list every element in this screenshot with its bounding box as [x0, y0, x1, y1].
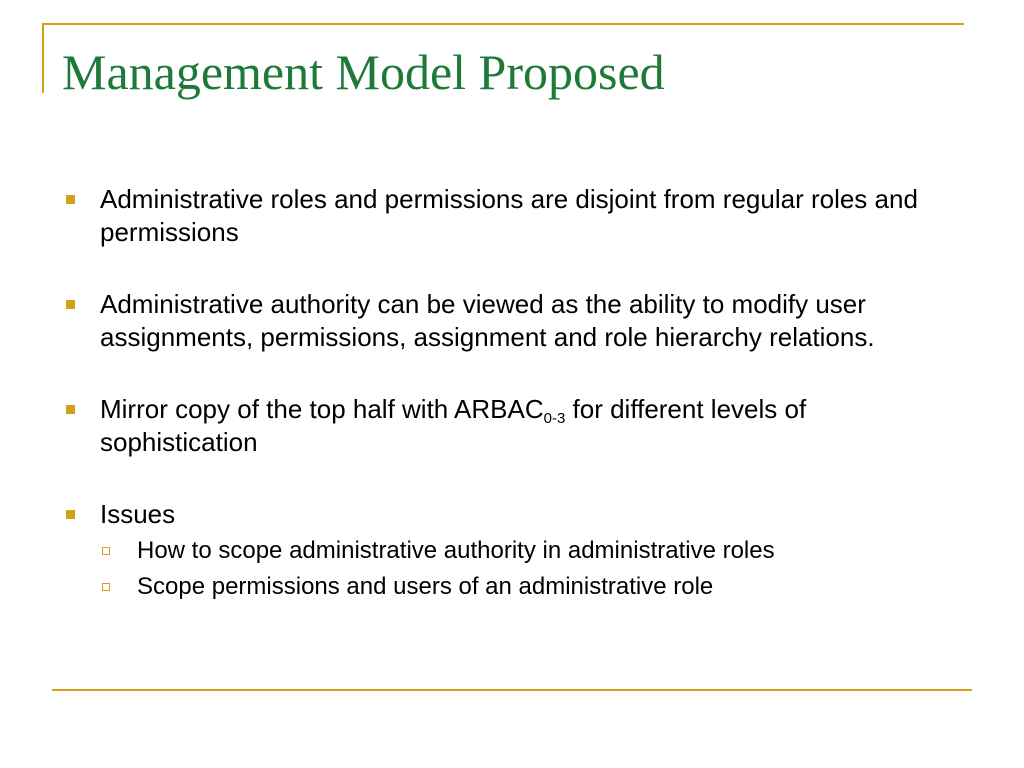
bullet-text: Administrative roles and permissions are disjoint from regular roles and permissions [100, 184, 918, 247]
bullet-text: Administrative authority can be viewed as the ability to modify user assignments, permissions, assignment and role hierarchy relations. [100, 289, 875, 352]
bullet-item [62, 393, 962, 459]
bullet-item [62, 498, 962, 605]
sub-bullet-list [100, 533, 962, 605]
sub-bullet-item [100, 569, 962, 605]
bullet-text-after: for different levels of sophistication [100, 394, 807, 457]
bullet-list [62, 183, 962, 605]
sub-bullet-text: How to scope administrative authority in administrative roles [137, 537, 775, 564]
square-bullet-icon [66, 300, 75, 309]
bullet-text [100, 394, 806, 457]
bullet-item [62, 288, 962, 354]
sub-bullet-item [100, 533, 962, 569]
top-border-line [42, 23, 964, 25]
hollow-square-bullet-icon [102, 547, 110, 555]
square-bullet-icon [66, 510, 75, 519]
bullet-text-before: Mirror copy of the top half with ARBAC [100, 394, 544, 424]
bullet-text: Issues [100, 499, 176, 529]
bullet-item [62, 183, 962, 249]
slide-title: Management Model Proposed [62, 44, 665, 100]
bottom-border-line [52, 689, 972, 691]
arbac-subscript: 0-3 [543, 410, 566, 427]
square-bullet-icon [66, 195, 75, 204]
hollow-square-bullet-icon [102, 583, 110, 591]
left-border-line [42, 23, 44, 93]
square-bullet-icon [66, 405, 75, 414]
sub-bullet-text: Scope permissions and users of an administrative role [137, 573, 714, 600]
